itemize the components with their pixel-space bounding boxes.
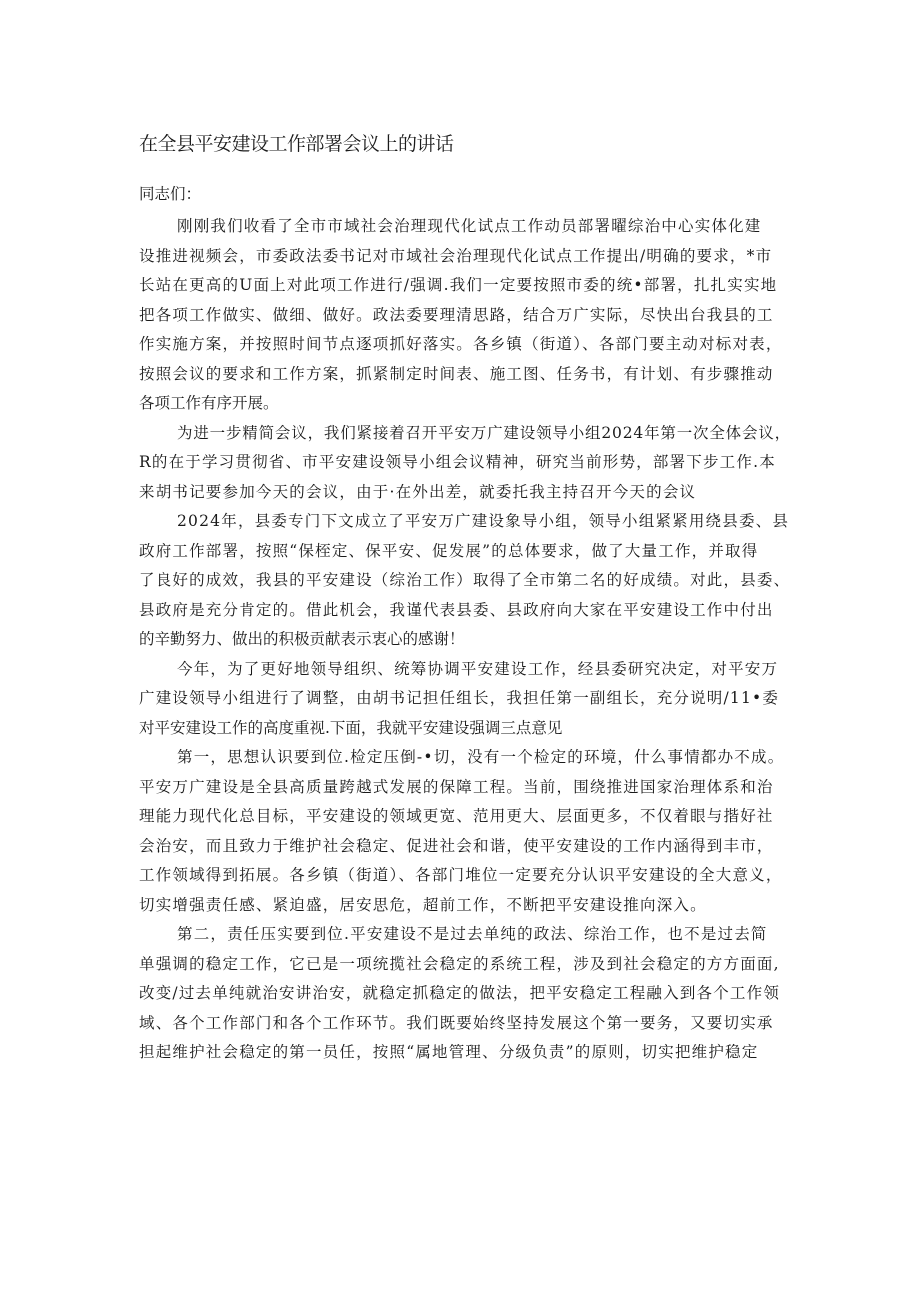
paragraph-line: 为进一步精简会议，我们紧接着召开平安万广建设领导小组2024年第一次全体会议， (177, 423, 791, 442)
paragraph-line: 作实施方案，并按照时间节点逐项抓好落实。各乡镇（街道）、各部门要主动对标对表， (139, 335, 783, 353)
paragraph-line: 第一，思想认识要到位.检定压倒-•切，没有一个检定的环境，什么事情都办不成。 (177, 748, 785, 766)
paragraph-line: 2024年，县委专门下文成立了平安万广建设象导小组，领导小组紧紧用绕县委、县 (177, 512, 790, 530)
paragraph-line: 刚刚我们收看了全市市域社会治理现代化试点工作动员部署曜综治中心实体化建 (177, 217, 762, 235)
paragraph-line: 把各项工作做实、做细、做好。政法委要理清思路，结合万广实际，尽快出台我县的工 (139, 305, 774, 324)
paragraph-line: 的辛勤努力、做出的积极贡献表示衷心的感谢！ (139, 630, 465, 648)
paragraph-line: 平安万广建设是全县高质量跨越式发展的保障工程。当前，围绕推进国家治理体系和治 (139, 777, 774, 796)
paragraph-line: 工作领域得到拓展。各乡镇（街道）、各部门堆位一定要充分认识平安建设的全大意义， (139, 866, 783, 884)
paragraph (139, 419, 791, 508)
paragraph (139, 507, 791, 655)
paragraph-line: 域、各个工作部门和各个工作环节。我们既要始终坚持发展这个第一要务，又要切实承 (139, 1013, 774, 1032)
paragraph-line: R的在于学习贯彻省、市平安建设领导小组会议精神，研究当前形势，部署下步工作.本 (139, 453, 776, 471)
paragraph (139, 920, 791, 1068)
paragraph-line: 设推进视频会，市委政法委书记对市域社会治理现代化试点工作提出/明确的要求，*市 (139, 246, 773, 265)
paragraph-line: 对平安建设工作的高度重视.下面，我就平安建设强调三点意见 (139, 718, 563, 737)
greeting: 同志们： (139, 185, 202, 203)
paragraph-line: 广建设领导小组进行了调整，由胡书记担任组长，我担任第一副组长，充分说明/11•委 (139, 689, 780, 707)
paragraph-line: 政府工作部署，按照“保桎定、保平安、促发展”的总体要求，做了大量工作，并取得 (139, 541, 759, 560)
paragraph-line: 理能力现代化总目标，平安建设的领域更宽、范用更大、层面更多，不仅着眼与揩好社 (139, 807, 774, 825)
document-body (139, 212, 791, 1068)
paragraph (139, 743, 791, 920)
document-title: 在全县平安建设工作部署会议上的讲话 (139, 133, 454, 155)
paragraph-line: 来胡书记要参加今天的会议，由于·在外出差，就委托我主持召开今天的会议 (139, 482, 697, 501)
paragraph-line: 今年，为了更好地领导组织、统筹协调平安建设工作，经县委研究决定，对平安万 (177, 659, 779, 678)
paragraph-line: 单强调的稳定工作，它已是一项统揽社会稳定的系统工程，涉及到社会稳定的方方面面, (139, 954, 780, 973)
paragraph (139, 212, 791, 419)
paragraph-line: 各项工作有序开展。 (139, 394, 279, 412)
paragraph-line: 了良好的成效，我县的平安建设（综治工作）取得了全市第二名的好成绩。对此，县委、 (139, 571, 791, 589)
paragraph-line: 切实增强责任感、紧迫盛，居安思危，超前工作，不断把平安建设推向深入。 (139, 895, 707, 914)
paragraph-line: 会治安，而且致力于维护社会稳定、促进社会和谐，使平安建设的工作内涵得到丰市， (139, 836, 774, 855)
paragraph-line: 改变/过去单纯就治安讲治安，就稳定抓稳定的做法，把平安稳定工程融入到各个工作领 (139, 984, 781, 1002)
paragraph-line: 担起维护社会稳定的第一员任，按照“属地管理、分级负责”的原则，切实把维护稳定 (139, 1043, 759, 1061)
paragraph-line: 第二，责任压实要到位.平安建设不是过去单纯的政法、综治工作，也不是过去简 (177, 925, 768, 943)
paragraph (139, 655, 791, 744)
paragraph-line: 按照会议的要求和工作方案，抓紧制定时间表、施工图、任务书，有计划、有步骤推动 (139, 364, 774, 383)
paragraph-line: 县政府是充分肯定的。借此机会，我谨代表县委、县政府向大家在平安建设工作中付出 (139, 600, 774, 619)
paragraph-line: 长站在更高的U面上对此项工作进行/强调.我们一定要按照市委的统•部署，扎扎实实地 (139, 276, 778, 294)
